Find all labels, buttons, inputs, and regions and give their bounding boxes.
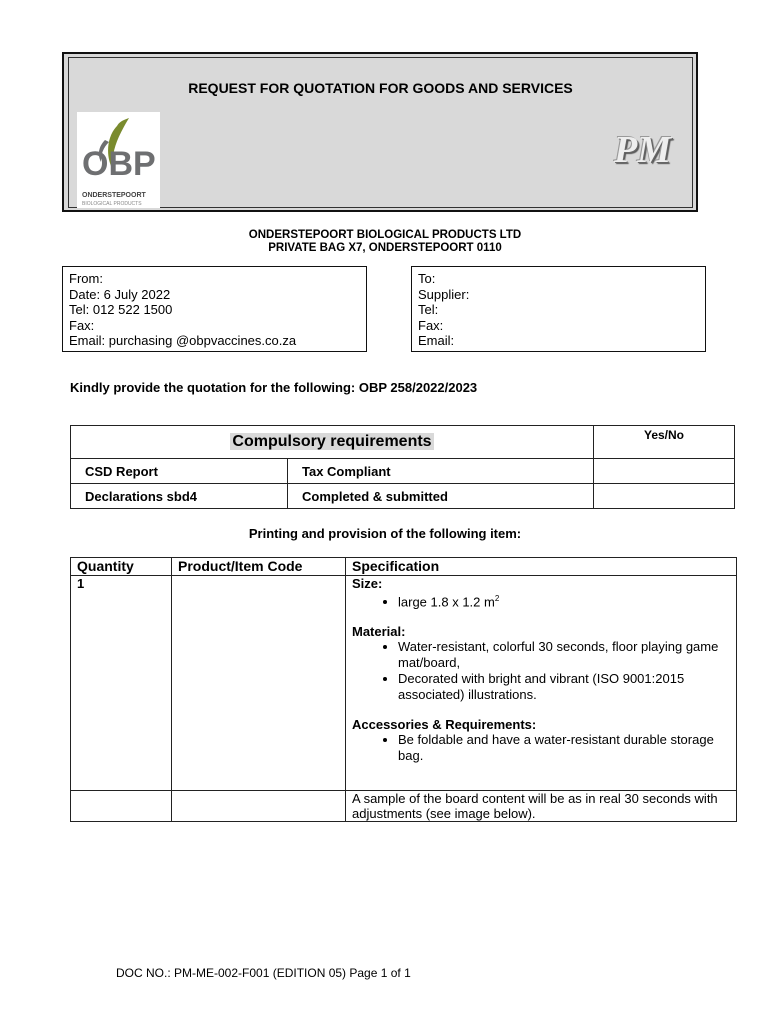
specification-header: Specification bbox=[346, 558, 737, 576]
requirement-detail: Completed & submitted bbox=[288, 484, 594, 509]
from-email: Email: purchasing @obpvaccines.co.za bbox=[69, 333, 297, 348]
requirement-answer[interactable] bbox=[594, 459, 735, 484]
logo-wordmark: OBP bbox=[82, 145, 156, 183]
empty-cell bbox=[172, 791, 346, 822]
table-row bbox=[71, 576, 737, 791]
specification-cell bbox=[346, 576, 737, 791]
requirement-item: Declarations sbd4 bbox=[71, 484, 288, 509]
requirements-table bbox=[70, 425, 735, 509]
logo-subtitle-2: BIOLOGICAL PRODUCTS bbox=[82, 201, 142, 207]
from-tel: Tel: 012 522 1500 bbox=[69, 302, 173, 317]
size-value: large 1.8 x 1.2 m bbox=[398, 594, 495, 610]
from-date: Date: 6 July 2022 bbox=[69, 286, 171, 302]
pm-mark: PM bbox=[614, 129, 671, 171]
table-row bbox=[71, 459, 735, 484]
requirements-heading: Compulsory requirements bbox=[232, 433, 432, 450]
to-tel: Tel: bbox=[418, 302, 439, 317]
yes-no-header: Yes/No bbox=[594, 426, 735, 459]
to-supplier: Supplier: bbox=[418, 286, 470, 302]
size-label: Size: bbox=[352, 576, 383, 591]
document-footer: DOC NO.: PM-ME-002-F001 (EDITION 05) Page 1 of 1 bbox=[116, 966, 411, 980]
to-email: Email: bbox=[418, 333, 455, 348]
item-code-cell bbox=[172, 576, 346, 791]
from-line: From: bbox=[69, 271, 103, 286]
to-line: To: bbox=[418, 271, 436, 286]
quantity-cell: 1 bbox=[71, 576, 172, 791]
sample-note: A sample of the board content will be as in real 30 seconds with adjustments (see image below). bbox=[346, 791, 737, 822]
list-item: • Be foldable and have a water-resistant durable storage bag. bbox=[398, 732, 730, 764]
quantity-header: Quantity bbox=[71, 558, 172, 576]
company-address: PRIVATE BAG X7, ONDERSTEPOORT 0110 bbox=[268, 242, 502, 254]
list-item: • Water-resistant, colorful 30 seconds, floor playing game mat/board, bbox=[398, 639, 730, 671]
requirement-answer[interactable] bbox=[594, 484, 735, 509]
empty-cell bbox=[71, 791, 172, 822]
logo-subtitle: ONDERSTEPOORT bbox=[82, 192, 146, 199]
size-superscript: 2 bbox=[494, 594, 500, 603]
accessories-label: Accessories & Requirements: bbox=[352, 717, 537, 733]
table-row bbox=[71, 791, 737, 822]
from-box bbox=[62, 266, 367, 352]
list-item: • Decorated with bright and vibrant (ISO 9001:2015 associated) illustrations. bbox=[398, 671, 730, 703]
to-box bbox=[411, 266, 706, 352]
document-title: REQUEST FOR QUOTATION FOR GOODS AND SERVICES bbox=[188, 80, 573, 96]
items-table bbox=[70, 557, 737, 822]
list-item bbox=[398, 591, 730, 610]
printing-heading: Printing and provision of the following item: bbox=[248, 526, 522, 541]
requirement-item: CSD Report bbox=[71, 459, 288, 484]
material-label: Material: bbox=[352, 624, 406, 640]
quotation-request-line: Kindly provide the quotation for the following: OBP 258/2022/2023 bbox=[70, 380, 478, 395]
item-code-header: Product/Item Code bbox=[172, 558, 346, 576]
table-row bbox=[71, 484, 735, 509]
requirement-detail: Tax Compliant bbox=[288, 459, 594, 484]
to-fax: Fax: bbox=[418, 317, 444, 333]
from-fax: Fax: bbox=[69, 317, 95, 333]
company-name: ONDERSTEPOORT BIOLOGICAL PRODUCTS LTD bbox=[248, 229, 522, 241]
requirements-heading-cell bbox=[71, 426, 594, 459]
